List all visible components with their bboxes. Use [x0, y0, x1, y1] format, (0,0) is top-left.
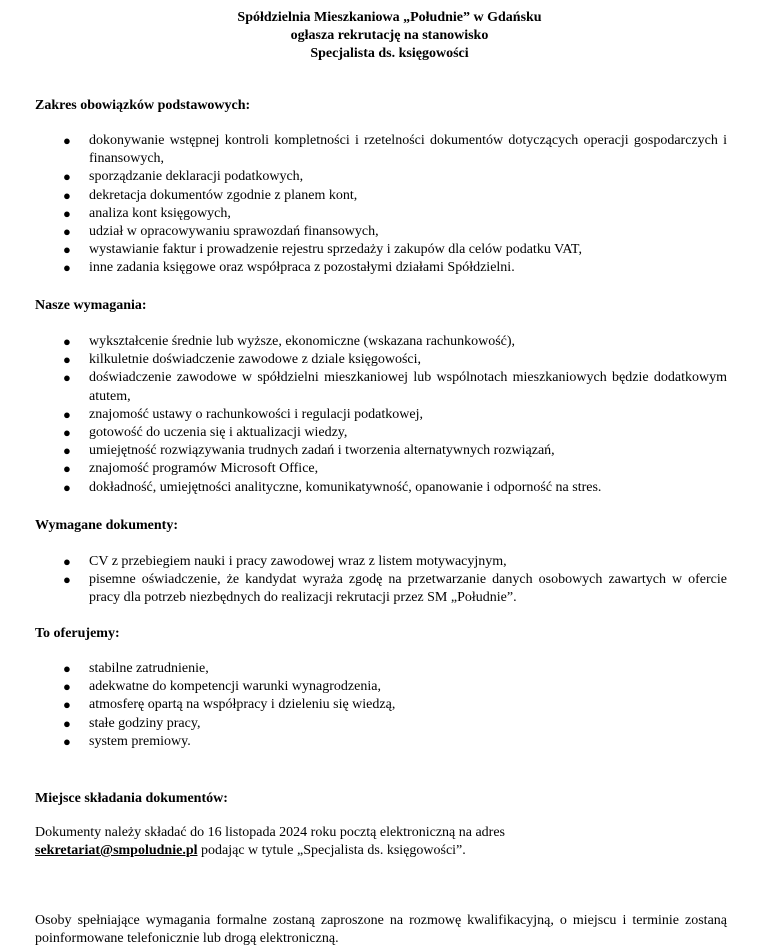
bullet-icon: ●: [63, 133, 71, 148]
list-item: ● gotowość do uczenia się i aktualizacji wiedzy,: [0, 424, 727, 442]
list-item: ● wystawianie faktur i prowadzenie rejestru sprzedaży i zakupów dla celów podatku VAT,: [0, 241, 727, 259]
list-item: ● analiza kont księgowych,: [0, 205, 727, 223]
bullet-icon: ●: [63, 679, 71, 695]
list-item: ● udział w opracowywaniu sprawozdań finansowych,: [0, 223, 727, 241]
list-item: ● dekretacja dokumentów zgodnie z planem kont,: [0, 187, 727, 205]
list-item: ● atmosferę opartą na współpracy i dzieleniu się wiedzą,: [0, 696, 727, 714]
list-item: ● znajomość programów Microsoft Office,: [0, 460, 727, 478]
bullet-icon: ●: [63, 260, 71, 276]
bullet-icon: ●: [63, 406, 71, 422]
header-line-1: Spółdzielnia Mieszkaniowa „Południe” w Gdańsku: [237, 10, 542, 25]
bullet-icon: ●: [63, 554, 71, 569]
bullet-icon: ●: [63, 334, 71, 349]
header-line-2: ogłasza rekrutację na stanowisko: [290, 28, 489, 43]
list-item: ● dokonywanie wstępnej kontroli kompletności i rzetelności dokumentów dotyczących operacji gospodarczych i finansowych,: [63, 133, 727, 167]
submission-heading: Miejsce składania dokumentów:: [35, 791, 228, 806]
list-item: ● adekwatne do kompetencji warunki wynagrodzenia,: [0, 678, 727, 696]
requirements-heading: Nasze wymagania:: [35, 298, 147, 313]
list-item: ● wykształcenie średnie lub wyższe, ekonomiczne (wskazana rachunkowość),: [0, 333, 727, 351]
bullet-icon: ●: [63, 572, 71, 588]
bullet-icon: ●: [63, 205, 71, 221]
bullet-icon: ●: [63, 479, 71, 495]
bullet-icon: ●: [63, 169, 71, 185]
bullet-icon: ●: [63, 461, 71, 477]
duties-heading: Zakres obowiązków podstawowych:: [35, 98, 251, 113]
bullet-icon: ●: [63, 187, 71, 203]
closing-paragraph: Osoby spełniające wymagania formalne zostaną zaproszone na rozmowę kwalifikacyjną, o miejscu i terminie zostaną poinformowane telefonicznie lub drogą elektroniczną.: [35, 913, 727, 946]
bullet-icon: ●: [63, 715, 71, 731]
list-item: ● pisemne oświadczenie, że kandydat wyraża zgodę na przetwarzanie danych osobowych zawartych w ofercie pracy dla potrzeb niezbędnych do realizacji rekrutacji przez SM „Południe”.: [63, 572, 727, 606]
list-item: ● sporządzanie deklaracji podatkowych,: [0, 168, 727, 186]
bullet-icon: ●: [63, 370, 71, 386]
list-item: ● umiejętność rozwiązywania trudnych zadań i tworzenia alternatywnych rozwiązań,: [0, 442, 727, 460]
list-item: ● inne zadania księgowe oraz współpraca z pozostałymi działami Spółdzielni.: [0, 259, 727, 277]
list-item: ● doświadczenie zawodowe w spółdzielni mieszkaniowej lub wspólnotach mieszkaniowych będzie dodatkowym atutem,: [63, 370, 727, 404]
bullet-icon: ●: [63, 224, 71, 240]
list-item: ● znajomość ustawy o rachunkowości i regulacji podatkowej,: [0, 406, 727, 424]
bullet-icon: ●: [63, 697, 71, 713]
requirements-list: [0, 333, 779, 497]
documents-heading: Wymagane dokumenty:: [35, 518, 178, 533]
list-item: ● stałe godziny pracy,: [0, 715, 727, 733]
submission-text-after: podając w tytule „Specjalista ds. księgowości”.: [197, 843, 466, 858]
submission-paragraph: [35, 824, 727, 860]
document-header: [0, 9, 779, 63]
list-item: ● dokładność, umiejętności analityczne, komunikatywność, opanowanie i odporność na stres.: [0, 479, 727, 497]
list-item: ● system premiowy.: [0, 733, 727, 751]
bullet-icon: ●: [63, 661, 71, 676]
documents-list: [0, 553, 779, 608]
bullet-icon: ●: [63, 425, 71, 441]
submission-email-link[interactable]: sekretariat@smpoludnie.pl: [35, 843, 198, 858]
header-line-3: Specjalista ds. księgowości: [310, 46, 469, 61]
list-item: ● kilkuletnie doświadczenie zawodowe z dziale księgowości,: [0, 351, 727, 369]
list-item: ● stabilne zatrudnienie,: [0, 660, 727, 678]
bullet-icon: ●: [63, 242, 71, 258]
bullet-icon: ●: [63, 443, 71, 459]
duties-list: [0, 132, 779, 278]
offer-list: [0, 660, 779, 751]
bullet-icon: ●: [63, 352, 71, 368]
offer-heading: To oferujemy:: [35, 626, 120, 641]
list-item: ● CV z przebiegiem nauki i pracy zawodowej wraz z listem motywacyjnym,: [0, 553, 727, 571]
bullet-icon: ●: [63, 733, 71, 749]
submission-text: Dokumenty należy składać do 16 listopada 2024 roku pocztą elektroniczną na adres: [35, 825, 506, 840]
